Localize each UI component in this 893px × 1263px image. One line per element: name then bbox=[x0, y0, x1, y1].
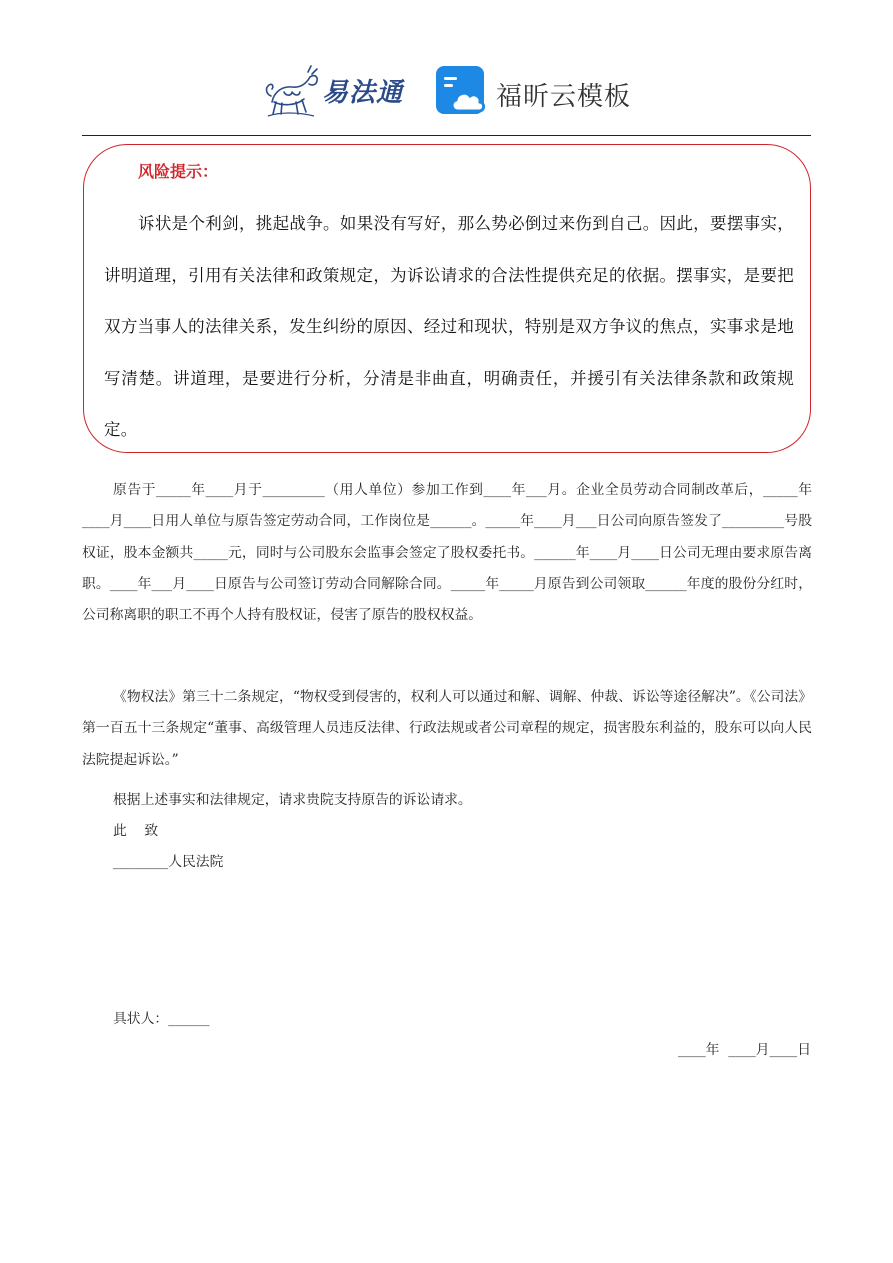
risk-warning-title: 风险提示： bbox=[138, 162, 219, 181]
date-line: ____年 ____月____日 bbox=[678, 1042, 811, 1058]
yifatong-logo-text: 易法通 bbox=[322, 78, 404, 108]
page-header bbox=[0, 58, 893, 122]
request-paragraph: 根据上述事实和法律规定，请求贵院支持原告的诉讼请求。 bbox=[113, 792, 472, 808]
fuxin-logo-text: 福昕云模板 bbox=[496, 82, 632, 112]
salutation: 此 致 bbox=[113, 823, 159, 839]
cloud-document-icon bbox=[436, 66, 488, 118]
plaintiff-signature-line: 具状人：______ bbox=[113, 1011, 210, 1027]
fuxin-logo bbox=[436, 66, 636, 118]
risk-warning-text: 诉状是个利剑，挑起战争。如果没有写好，那么势必倒过来伤到自己。因此，要摆事实，讲明道理，引用有关法律和政策规定，为诉讼请求的合法性提供充足的依据。摆事实，是要把双方当事人的法律关系，发生纠纷的原因、经过和现状，特别是双方争议的焦点，实事求是地写清楚。讲道理，是要进行分析，分清是非曲直，明确责任，并援引有关法律条款和政策规定。 bbox=[104, 214, 794, 439]
qilin-emblem-icon bbox=[262, 62, 322, 118]
court-name-line: ________人民法院 bbox=[113, 854, 224, 870]
yifatong-logo bbox=[262, 62, 412, 118]
facts-paragraph: 原告于_____年____月于_________（用人单位）参加工作到____年___月。企业全员劳动合同制改革后，_____年____月____日用人单位与原告签定劳动合同，工作岗位是______。_____年____月___日公司向原告签发了_________号股权证，股本金额共_____元，同时与公司股东会监事会签定了股权委托书。______年____月____日公司无理由要求原告离职。____年___月____日原告与公司签订劳动合同解除合同。_____年_____月原告到公司领取______年度的股份分红时，公司称离职的职工不再个人持有股权证，侵害了原告的股权权益。 bbox=[82, 482, 812, 624]
header-divider bbox=[82, 135, 811, 136]
legal-basis-paragraph: 《物权法》第三十二条规定，“物权受到侵害的，权利人可以通过和解、调解、仲裁、诉讼等途径解决”。《公司法》第一百五十三条规定“董事、高级管理人员违反法律、行政法规或者公司章程的规定，损害股东利益的，股东可以向人民法院提起诉讼。” bbox=[82, 689, 812, 768]
